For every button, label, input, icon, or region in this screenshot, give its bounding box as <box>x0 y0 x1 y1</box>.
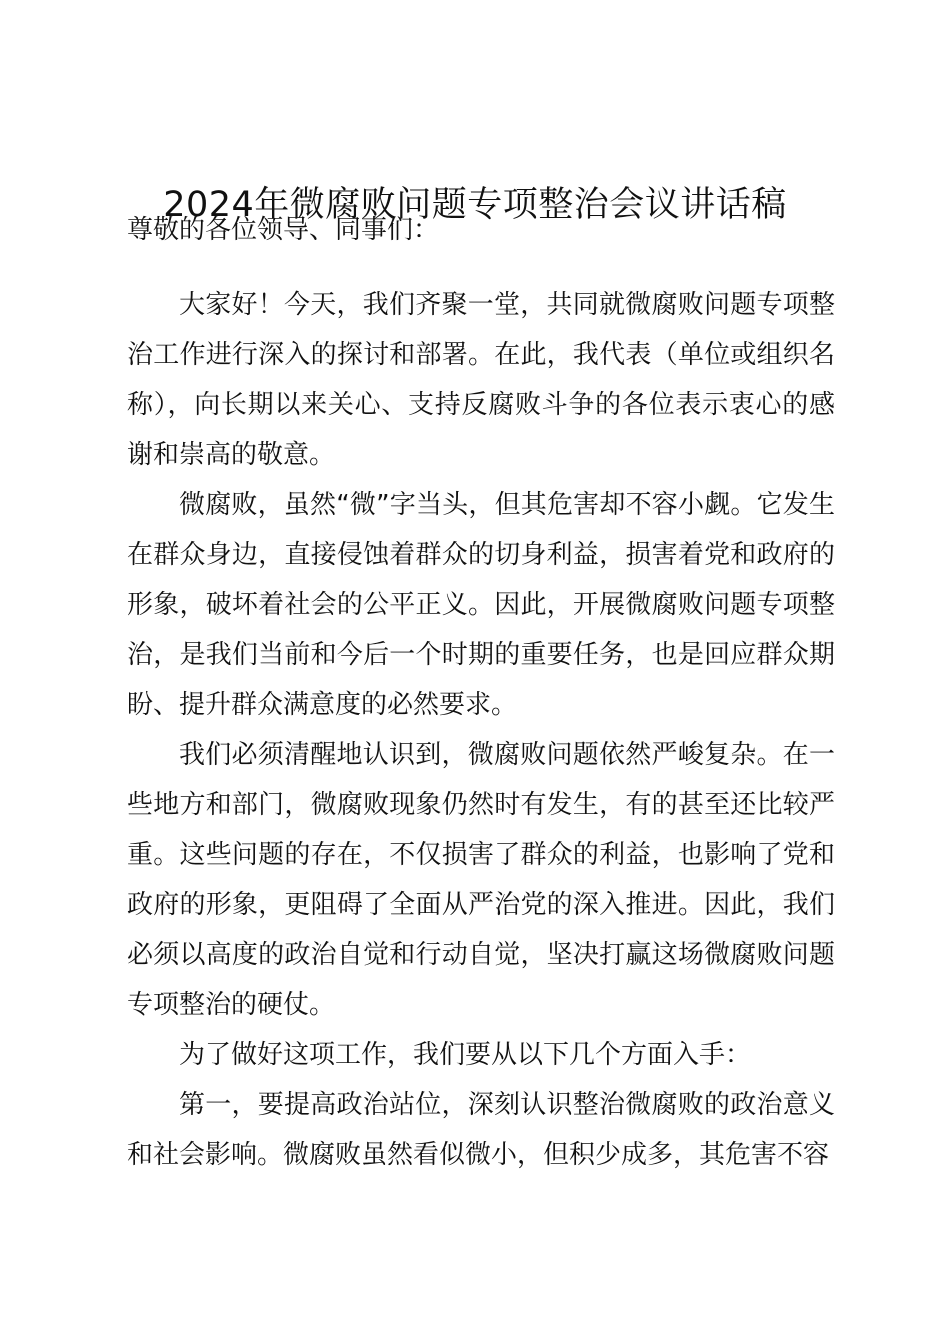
salutation: 尊敬的各位领导、同事们： <box>127 215 440 245</box>
paragraph-1: 大家好！今天，我们齐聚一堂，共同就微腐败问题专项整治工作进行深入的探讨和部署。在此，我代表（单位或组织名称），向长期以来关心、支持反腐败斗争的各位表示衷心的感谢和崇高的敬意。 <box>127 290 835 470</box>
paragraph-5: 第一，要提高政治站位，深刻认识整治微腐败的政治意义和社会影响。微腐败虽然看似微小，但积少成多，其危害不容 <box>127 1090 835 1170</box>
paragraph-3: 我们必须清醒地认识到，微腐败问题依然严峻复杂。在一些地方和部门，微腐败现象仍然时有发生，有的甚至还比较严重。这些问题的存在，不仅损害了群众的利益，也影响了党和政府的形象，更阻碍了全面从严治党的深入推进。因此，我们必须以高度的政治自觉和行动自觉，坚决打赢这场微腐败问题专项整治的硬仗。 <box>127 740 835 1020</box>
paragraph-2: 微腐败，虽然“微”字当头，但其危害却不容小觑。它发生在群众身边，直接侵蚀着群众的切身利益，损害着党和政府的形象，破坏着社会的公平正义。因此，开展微腐败问题专项整治，是我们当前和今后一个时期的重要任务，也是回应群众期盼、提升群众满意度的必然要求。 <box>127 490 835 720</box>
paragraph-4: 为了做好这项工作，我们要从以下几个方面入手： <box>179 1040 752 1070</box>
document-title: 2024年微腐败问题专项整治会议讲话稿 <box>163 185 787 225</box>
